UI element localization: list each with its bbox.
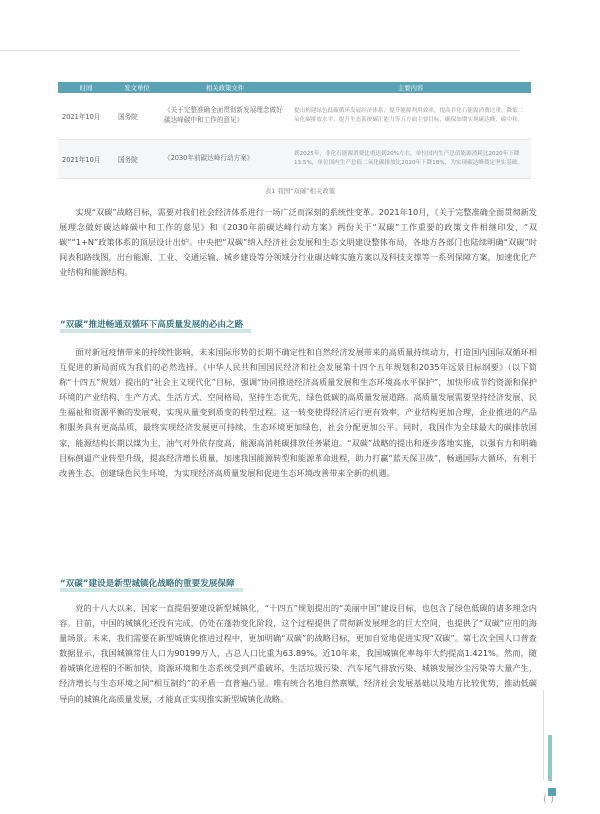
- header-content: 主要内容: [397, 84, 424, 92]
- cell-unit: 国务院: [118, 113, 138, 121]
- paragraph-intro: 实现“双碳”战略目标，需要对我们社会经济体系进行一场广泛而深刻的系统性变革。2021年10月，《关于完整准确全面贯彻新发展理念做好碳达峰碳中和工作的意见》和《2030年前碳达峰行动方案》两份关于“双碳”工作重要的政策文件相继印发，“双碳”“1+N”政策体系的顶层设计出炉。中央把“双碳”纳入经济社会发展和生态文明建设整体布局，各地方各部门也陆续明确“双碳”时间表和路线图，出台能源、工业、交通运输、城乡建设等分领域分行业碳达峰实施方案以及科技支撑等一系列保障方案，加速优化产业结构和能源结构。: [59, 207, 537, 278]
- cell-time: 2021年10月: [62, 156, 101, 164]
- cell-doc: 《关于完整准确全面贯彻新发展理念做好碳达峰碳中和工作的意见》: [164, 106, 283, 124]
- header-unit: 发文单位: [124, 84, 150, 92]
- policy-table: [58, 82, 531, 179]
- page-number: ( ): [543, 794, 554, 805]
- cell-unit: 国务院: [118, 156, 138, 164]
- paragraph-section-2: 党的十八大以来，国家一直提倡要建设新型城镇化，“十四五”规划提出的“美丽中国”建设目标，也包含了绿色低碳的诸多理念内容。目前，中国的城镇化还没有完成，仍处在蓬勃变化阶段，这个过程提供了贯彻新发展理念的巨大空间，也提供了“双碳”应用的海量场景。未来，我们需要在新型城镇化推进过程中，更加明确“双碳”的战略目标，更加自觉地促进实现“双碳”。第七次全国人口普查数据显示，我国城镇常住人口为90199万人，占总人口比重为63.89%。近10年来，我国城镇化率每年大约提高1.421%。然而，随着城镇化进程的不断加快，资源环境和生态系统受到严重破坏，生活垃圾污染、汽车尾气排放污染、城镇发展沙尘污染等大量产生，经济增长与生态环境之间“相互制约”的矛盾一直普遍凸显。唯有统合名地自然禀赋，经济社会发展基础以及地方比较优势，推动低碳导向的城镇化高质量发展，才能真正实现推实新型城镇化战略。: [59, 603, 537, 704]
- table-header: [58, 82, 531, 93]
- top-divider: [0, 50, 520, 51]
- table-row: [58, 93, 531, 140]
- section-heading-1: “双碳”推进畅通双循环下高质量发展的必由之路: [60, 320, 244, 330]
- cell-content: 提出构建绿色低碳循环发展经济体系，提升能源利用效率，提高非化石能源消费比重，降低二氧化碳排放水平，提升生态系统碳汇能力等五方面主要目标，确保如期实现碳达峰、碳中和。: [294, 108, 524, 123]
- cell-content: 到2025年，非化石能源消费比重达到20%左右，单位国内生产总值能源消耗比2020年下降13.5%，单位国内生产总值二氧化碳排放比2020年下降18%，为实现碳达峰奠定坚实基础。: [294, 151, 524, 166]
- cell-time: 2021年10月: [62, 113, 101, 121]
- header-time: 时间: [79, 84, 93, 92]
- header-doc: 相关政策文件: [205, 84, 245, 92]
- section-heading-2: “双碳”建设是新型城镇化战略的重要发展保障: [60, 579, 235, 589]
- cell-doc: 《2030年前碳达峰行动方案》: [164, 154, 254, 163]
- decor-line-gray: [543, 690, 544, 780]
- paragraph-section-1: 面对新冠疫情带来的持续性影响，未来国际形势的长期不确定性和自然经济发展带来的高质量持续动力，打造国内国际双循环相互促进的新局面成为我们的必然选择。《中华人民共和国国民经济和社会发展第十四个五年规划和2035年远景目标纲要》（以下简称“十四五”规划）提出的“社会主义现代化”目标，强调“协同推进经济高质量发展和生态环境高水平保护”，加快形成节约资源和保护环境的产业结构、生产方式、生活方式、空间格局，坚持生态优先，绿色低碳的高质量发展道路。高质量发展需要坚持经济发展、民生福祉和资源平衡的发展观，实现从量变到质变的转型过程。这一转变使得经济运行更有效率，产业结构更加合理，企业推进的产品和服务具有更高品质，最终实现经济发展更可持续，生态环境更加绿色，社会分配更加公平。同时，我国作为全球最大的碳排放国家，能源结构长期以煤为主，油气对外依存度高，能源高消耗碳排放任务紧迫。“双碳”战略的提出和逐步落地实施，以强有力和明确目标倒逼产业转型升级，提高经济增长质量，加速我国能源转型和能源革命进程，助力打赢“蓝天保卫战”，畅通国际大循环，有利于改善生态，创建绿色民生环境，为实现经济高质量发展和促进生态环境改善带来全新的机遇。: [59, 347, 537, 478]
- decor-bar-teal: [548, 735, 552, 781]
- table-caption: 表1 我国“双碳”相关政策: [264, 187, 336, 195]
- table-row: [58, 140, 531, 179]
